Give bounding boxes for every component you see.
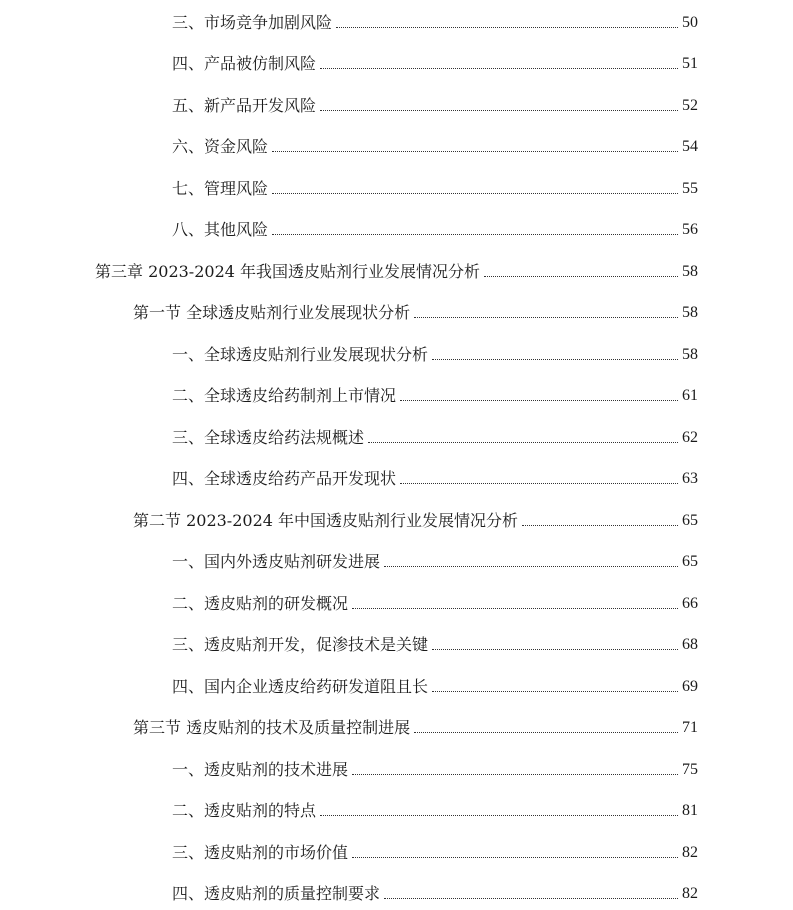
toc-entry[interactable] (172, 210, 698, 240)
toc-entry-page-number: 62 (682, 429, 698, 446)
toc-entry[interactable] (172, 44, 698, 74)
toc-entry-page-number: 52 (682, 97, 698, 114)
toc-entry-page-number: 51 (682, 55, 698, 72)
toc-entry-title: 二、全球透皮给药制剂上市情况 (172, 386, 397, 405)
toc-entry[interactable] (172, 86, 698, 116)
toc-entry-title: 八、其他风险 (172, 220, 269, 239)
toc-entry-title: 五、新产品开发风险 (172, 96, 317, 115)
dot-leader (320, 68, 678, 69)
toc-entry-page-number: 58 (682, 304, 698, 321)
toc-entry-title: 七、管理风险 (172, 179, 269, 198)
toc-entry[interactable] (172, 169, 698, 199)
toc-entry-page-number: 81 (682, 802, 698, 819)
toc-entry-title: 第一节 全球透皮贴剂行业发展现状分析 (133, 303, 411, 322)
toc-entry-title: 四、透皮贴剂的质量控制要求 (172, 884, 381, 903)
toc-entry[interactable] (172, 791, 698, 821)
toc-entry-title: 六、资金风险 (172, 137, 269, 156)
toc-entry-title: 一、透皮贴剂的技术进展 (172, 760, 349, 779)
dot-leader (320, 110, 678, 111)
toc-entry-page-number: 58 (682, 263, 698, 280)
dot-leader (272, 234, 678, 235)
toc-entry[interactable] (172, 418, 698, 448)
toc-entry[interactable] (172, 127, 698, 157)
dot-leader (336, 27, 678, 28)
toc-entry[interactable] (172, 750, 698, 780)
toc-entry[interactable] (172, 3, 698, 33)
dot-leader (400, 400, 678, 401)
dot-leader (352, 608, 678, 609)
toc-entry-title: 三、全球透皮给药法规概述 (172, 428, 365, 447)
dot-leader (368, 442, 678, 443)
dot-leader (384, 898, 678, 899)
toc-entry-title: 一、国内外透皮贴剂研发进展 (172, 552, 381, 571)
dot-leader (484, 276, 678, 277)
dot-leader (432, 691, 678, 692)
toc-entry-page-number: 82 (682, 885, 698, 902)
toc-entry-page-number: 50 (682, 14, 698, 31)
toc-entry[interactable] (133, 708, 698, 738)
toc-entry-title: 第三章 2023-2024 年我国透皮贴剂行业发展情况分析 (95, 262, 481, 281)
toc-entry[interactable] (133, 501, 698, 531)
toc-entry[interactable] (172, 335, 698, 365)
toc-entry-page-number: 54 (682, 138, 698, 155)
toc-entry-page-number: 58 (682, 346, 698, 363)
toc-entry[interactable] (172, 542, 698, 572)
toc-entry-page-number: 69 (682, 678, 698, 695)
toc-entry[interactable] (172, 667, 698, 697)
toc-entry-page-number: 55 (682, 180, 698, 197)
toc-entry-title: 二、透皮贴剂的研发概况 (172, 594, 349, 613)
toc-entry[interactable] (172, 584, 698, 614)
toc-entry-page-number: 56 (682, 221, 698, 238)
toc-entry[interactable] (133, 293, 698, 323)
dot-leader (400, 483, 678, 484)
dot-leader (272, 193, 678, 194)
dot-leader (352, 857, 678, 858)
toc-entry[interactable] (172, 833, 698, 863)
toc-entry-page-number: 65 (682, 553, 698, 570)
toc-entry-title: 三、透皮贴剂开发，促渗技术是关键 (172, 635, 429, 654)
toc-entry-page-number: 71 (682, 719, 698, 736)
toc-entry-title: 第二节 2023-2024 年中国透皮贴剂行业发展情况分析 (133, 511, 519, 530)
toc-entry-title: 三、透皮贴剂的市场价值 (172, 843, 349, 862)
toc-entry-title: 二、透皮贴剂的特点 (172, 801, 317, 820)
toc-entry-page-number: 63 (682, 470, 698, 487)
toc-entry-title: 三、市场竞争加剧风险 (172, 13, 333, 32)
toc-entry-page-number: 68 (682, 636, 698, 653)
toc-entry[interactable] (172, 874, 698, 904)
toc-entry-page-number: 65 (682, 512, 698, 529)
dot-leader (522, 525, 678, 526)
toc-entry[interactable] (172, 625, 698, 655)
dot-leader (432, 359, 678, 360)
toc-entry-title: 四、产品被仿制风险 (172, 54, 317, 73)
dot-leader (384, 566, 678, 567)
dot-leader (414, 732, 678, 733)
toc-entry-title: 一、全球透皮贴剂行业发展现状分析 (172, 345, 429, 364)
toc-entry-page-number: 75 (682, 761, 698, 778)
dot-leader (352, 774, 678, 775)
toc-entry-title: 四、国内企业透皮给药研发道阻且长 (172, 677, 429, 696)
toc-entry-page-number: 82 (682, 844, 698, 861)
toc-entry[interactable] (172, 376, 698, 406)
dot-leader (272, 151, 678, 152)
dot-leader (414, 317, 678, 318)
toc-entry-title: 第三节 透皮贴剂的技术及质量控制进展 (133, 718, 411, 737)
dot-leader (432, 649, 678, 650)
toc-entry-page-number: 66 (682, 595, 698, 612)
dot-leader (320, 815, 678, 816)
toc-entry[interactable] (172, 459, 698, 489)
toc-entry-page-number: 61 (682, 387, 698, 404)
toc-entry-title: 四、全球透皮给药产品开发现状 (172, 469, 397, 488)
toc-entry[interactable] (95, 252, 698, 282)
